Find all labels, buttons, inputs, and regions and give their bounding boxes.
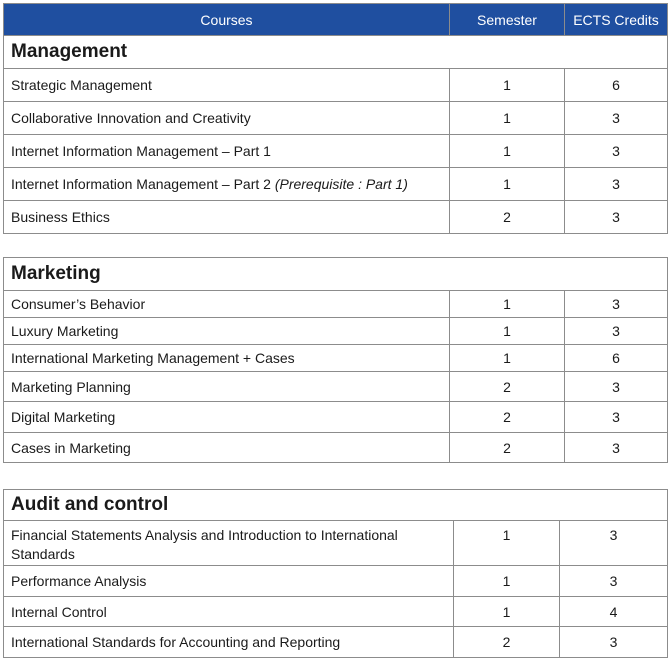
course-name: Internet Information Management – Part 2 [11, 176, 275, 192]
semester-value: 1 [450, 135, 565, 168]
ects-value: 6 [565, 69, 668, 102]
ects-value: 3 [560, 627, 668, 658]
semester-value: 1 [454, 597, 560, 627]
ects-column-header: ECTS Credits [565, 4, 668, 36]
section-header-audit-control [4, 490, 668, 521]
table-row [4, 201, 668, 234]
ects-value: 3 [565, 372, 668, 402]
course-name: Strategic Management [4, 69, 450, 102]
table-row [4, 627, 668, 658]
table-row [4, 135, 668, 168]
semester-value: 2 [450, 433, 565, 463]
ects-value: 3 [565, 291, 668, 318]
semester-value: 1 [450, 291, 565, 318]
course-name: Collaborative Innovation and Creativity [4, 102, 450, 135]
semester-value: 1 [450, 345, 565, 372]
ects-value: 3 [565, 402, 668, 433]
courses-column-header: Courses [4, 4, 450, 36]
table-row [4, 102, 668, 135]
course-name: Cases in Marketing [4, 433, 450, 463]
ects-value: 3 [565, 318, 668, 345]
course-name: Financial Statements Analysis and Introduction to International Standards [4, 521, 454, 566]
semester-value: 1 [454, 566, 560, 597]
ects-value: 3 [560, 521, 668, 566]
section-title: Marketing [4, 258, 668, 291]
course-name: International Marketing Management + Cases [4, 345, 450, 372]
table-row [4, 433, 668, 463]
table-header [4, 4, 668, 36]
course-name-cell [4, 168, 450, 201]
ects-value: 3 [565, 433, 668, 463]
ects-value: 3 [565, 201, 668, 234]
semester-value: 1 [454, 521, 560, 566]
semester-value: 2 [450, 201, 565, 234]
section-header-marketing [4, 258, 668, 291]
table-row [4, 168, 668, 201]
course-name: Internal Control [4, 597, 454, 627]
semester-value: 1 [450, 168, 565, 201]
course-name: Consumer’s Behavior [4, 291, 450, 318]
course-name: Digital Marketing [4, 402, 450, 433]
semester-value: 2 [450, 372, 565, 402]
table-row [4, 372, 668, 402]
section-header-management [4, 36, 668, 69]
table-row [4, 291, 668, 318]
audit-control-table [3, 489, 668, 658]
semester-column-header: Semester [450, 4, 565, 36]
semester-value: 1 [450, 69, 565, 102]
ects-value: 3 [565, 102, 668, 135]
course-name: International Standards for Accounting and Reporting [4, 627, 454, 658]
course-name: Business Ethics [4, 201, 450, 234]
semester-value: 1 [450, 102, 565, 135]
section-title: Audit and control [4, 490, 668, 521]
table-row [4, 597, 668, 627]
section-title: Management [4, 36, 668, 69]
table-row [4, 566, 668, 597]
table-row [4, 318, 668, 345]
ects-value: 4 [560, 597, 668, 627]
table-row [4, 69, 668, 102]
table-row [4, 521, 668, 566]
ects-value: 3 [560, 566, 668, 597]
course-name: Marketing Planning [4, 372, 450, 402]
semester-value: 1 [450, 318, 565, 345]
ects-value: 3 [565, 135, 668, 168]
table-row [4, 402, 668, 433]
course-name: Luxury Marketing [4, 318, 450, 345]
management-table [3, 3, 668, 234]
semester-value: 2 [454, 627, 560, 658]
course-name: Internet Information Management – Part 1 [4, 135, 450, 168]
ects-value: 3 [565, 168, 668, 201]
semester-value: 2 [450, 402, 565, 433]
ects-value: 6 [565, 345, 668, 372]
course-name: Performance Analysis [4, 566, 454, 597]
prerequisite-note: (Prerequisite : Part 1) [274, 176, 408, 192]
marketing-table [3, 257, 668, 463]
table-row [4, 345, 668, 372]
